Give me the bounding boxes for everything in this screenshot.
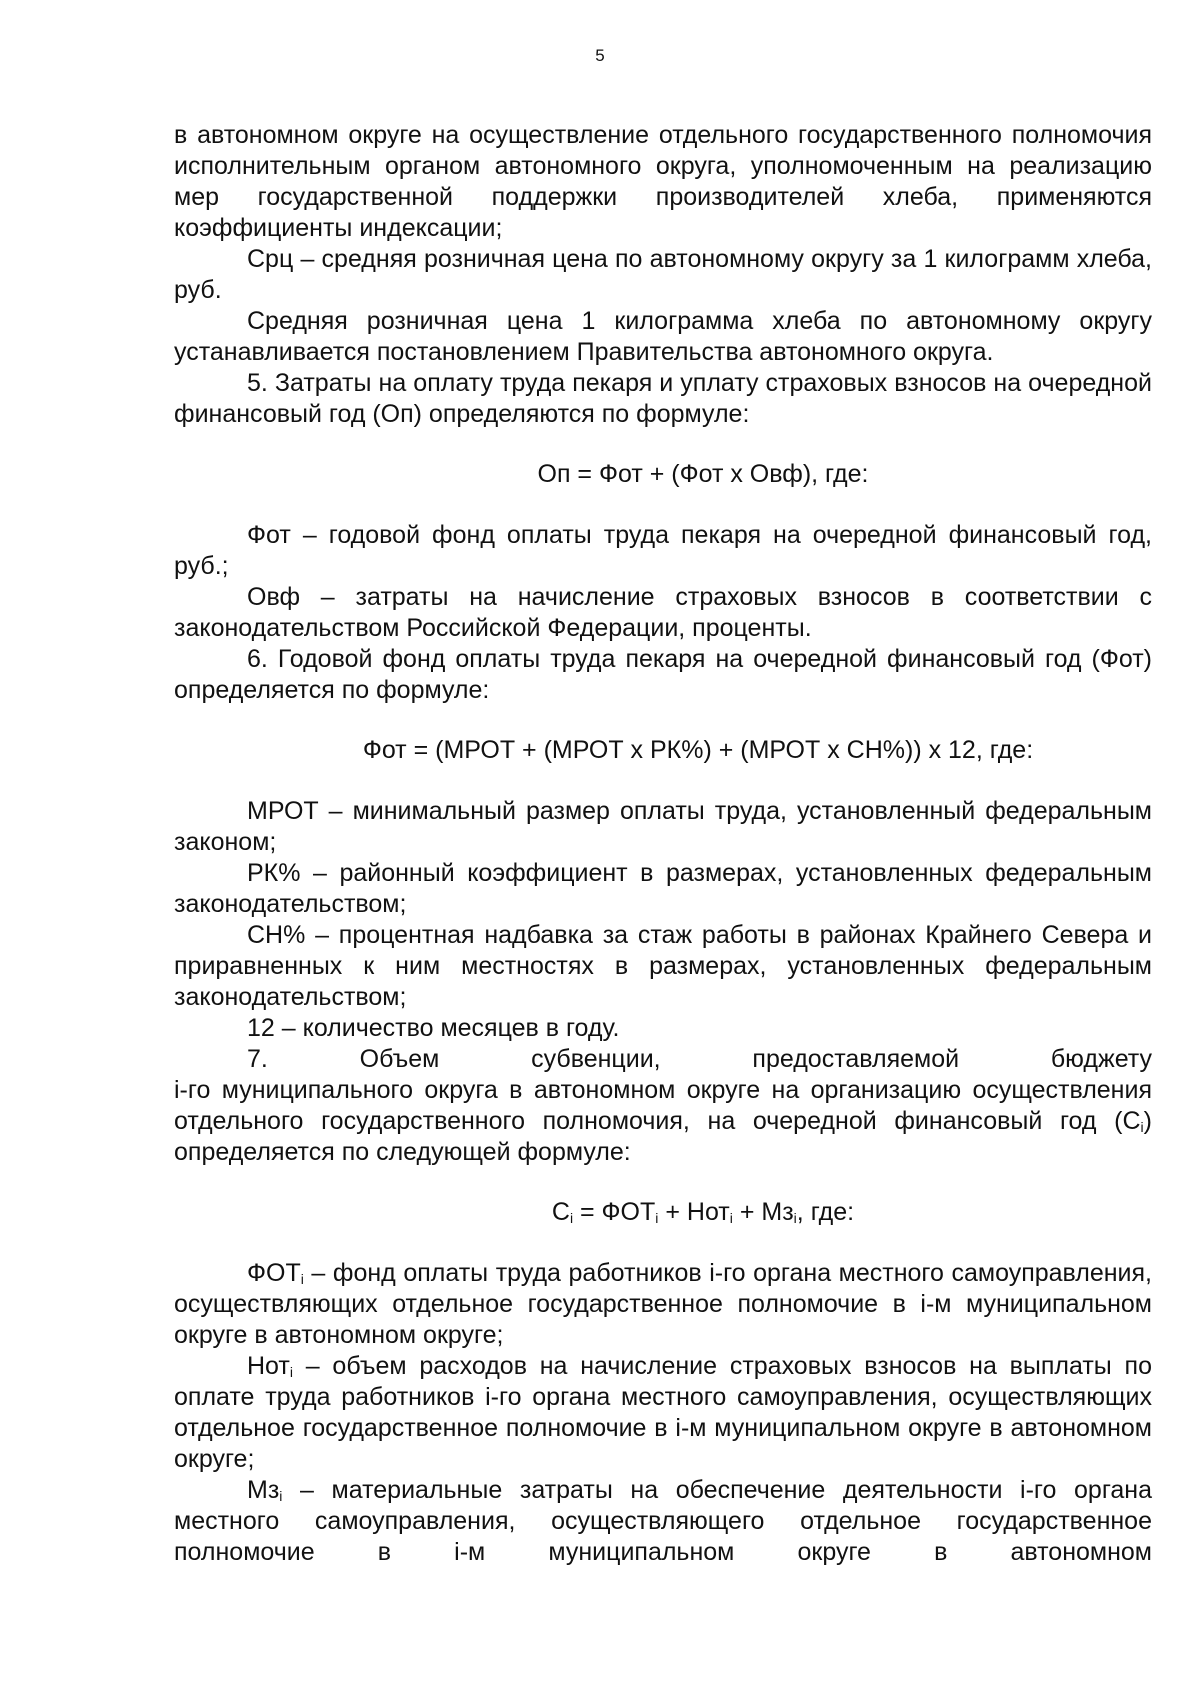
- formula-fot: Фот = (МРОТ + (МРОТ х РК%) + (МРОТ х СН%)) х 12, где:: [362, 736, 1034, 764]
- paragraph-mz-i-definition: [174, 1475, 1152, 1568]
- mz-i-term: Мз: [247, 1476, 280, 1504]
- not-i-term-sub: i: [289, 1364, 293, 1380]
- paragraph-item-6: 6. Годовой фонд оплаты труда пекаря на очередной финансовый год (Фот) определяется по формуле:: [174, 645, 1152, 704]
- paragraph-indexation-continuation: в автономном округе на осуществление отдельного государственного полномочия исполнительным органом автономного округа, уполномоченным на реализацию мер государственной поддержки производителей хлеба, применяются коэффициенты индексации;: [174, 121, 1152, 242]
- fot-i-term-sub: i: [300, 1271, 304, 1287]
- formula-ci-mz: + Мз: [732, 1198, 794, 1226]
- item-7-subscript: i: [1140, 1119, 1144, 1135]
- formula-ci-mz-sub: i: [793, 1210, 797, 1226]
- mz-i-text: – материальные затраты на обеспечение деятельности i-го органа местного самоуправления, осуществляющего отдельное государственное полномочие в i-м муниципальном округе в автономном: [174, 1476, 1152, 1566]
- fot-i-text: – фонд оплаты труда работников i-го органа местного самоуправления, осуществляющих отдельное государственное полномочие в i-м муниципальном округе в автономном округе;: [174, 1259, 1152, 1349]
- paragraph-fot-i-definition: [174, 1258, 1152, 1351]
- paragraph-mrot-definition: МРОТ – минимальный размер оплаты труда, установленный федеральным законом;: [174, 797, 1152, 856]
- item-7-text-a: i-го муниципального округа в автономном округе на организацию осуществления отдельного государственного полномочия, на очередной финансовый год (С: [174, 1076, 1152, 1135]
- formula-ci-not: + Нот: [658, 1198, 730, 1226]
- formula-op: Оп = Фот + (Фот х Овф), где:: [537, 460, 869, 488]
- paragraph-not-i-definition: [174, 1351, 1152, 1475]
- formula-ci-tail: , где:: [796, 1198, 855, 1226]
- formula-ci-c-sub: i: [569, 1210, 574, 1226]
- paragraph-average-price: Средняя розничная цена 1 килограмма хлеба по автономному округу устанавливается постановлением Правительства автономного округа.: [174, 307, 1152, 366]
- formula-ci-fot-sub: i: [655, 1210, 659, 1226]
- not-i-term: Нот: [247, 1352, 290, 1380]
- formula-ci-c: С: [551, 1198, 570, 1226]
- document-body: [174, 120, 1152, 1568]
- fot-i-term: ФОТ: [247, 1259, 301, 1287]
- paragraph-ovf-definition: Овф – затраты на начисление страховых взносов в соответствии с законодательством Российской Федерации, проценты.: [174, 583, 1152, 642]
- not-i-text: – объем расходов на начисление страховых взносов на выплаты по оплате труда работников i-го органа местного самоуправления, осуществляющих отдельное государственное полномочие в i-м муниципальном округе в автономном округе;: [174, 1352, 1152, 1473]
- formula-ci-not-sub: i: [729, 1210, 733, 1226]
- paragraph-rk-definition: РК% – районный коэффициент в размерах, установленных федеральным законодательством;: [174, 859, 1152, 918]
- paragraph-fot-definition: Фот – годовой фонд оплаты труда пекаря на очередной финансовый год, руб.;: [174, 521, 1152, 580]
- paragraph-item-5: 5. Затраты на оплату труда пекаря и уплату страховых взносов на очередной финансовый год (Оп) определяются по формуле:: [174, 369, 1152, 428]
- page-number: 5: [595, 46, 605, 65]
- paragraph-sn-definition: СН% – процентная надбавка за стаж работы в районах Крайнего Севера и приравненных к ним местностях в размерах, установленных федеральным законодательством;: [174, 921, 1152, 1011]
- paragraph-item-7-first-line: 7. Объем субвенции, предоставляемой бюджету: [247, 1045, 1152, 1073]
- paragraph-src-definition: Срц – средняя розничная цена по автономному округу за 1 килограмм хлеба, руб.: [174, 245, 1152, 304]
- mz-i-term-sub: i: [279, 1488, 283, 1504]
- formula-ci-fot: = ФОТ: [573, 1198, 656, 1226]
- paragraph-item-7-rest: [174, 1075, 1152, 1168]
- formula-ci: [174, 1168, 1152, 1258]
- item-7-text-b: ) определяется по следующей формуле:: [174, 1107, 1152, 1166]
- paragraph-months-definition: 12 – количество месяцев в году.: [247, 1014, 620, 1042]
